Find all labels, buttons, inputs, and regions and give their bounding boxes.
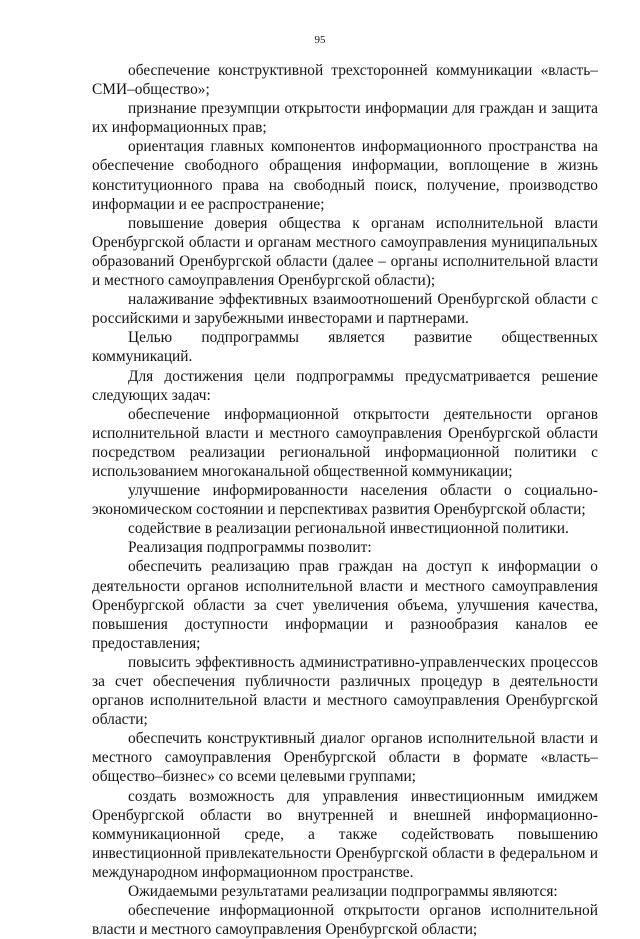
paragraph: повысить эффективность административно-управленческих процессов за счет обеспечения публичности различных процедур в деятельности органов исполнительной власти и местного самоуправления Оренбургской области; [92, 653, 598, 729]
document-body [92, 61, 598, 939]
paragraph: обеспечение информационной открытости органов исполнительной власти и местного самоуправления Оренбургской области; [92, 902, 598, 939]
paragraph: обеспечить конструктивный диалог органов исполнительной власти и местного самоуправления Оренбургской области в формате «власть–общество–бизнес» со всеми целевыми группами; [92, 730, 598, 786]
paragraph: обеспечение конструктивной трехсторонней коммуникации «власть–СМИ–общество»; [92, 62, 598, 99]
page-number: 95 [314, 34, 326, 46]
paragraph: Для достижения цели подпрограммы предусматривается решение следующих задач: [92, 367, 598, 404]
paragraph: налаживание эффективных взаимоотношений Оренбургской области с российскими и зарубежными инвесторами и партнерами. [92, 291, 598, 328]
paragraph: признание презумпции открытости информации для граждан и защита их информационных прав; [92, 100, 598, 137]
paragraph: содействие в реализации региональной инвестиционной политики. [128, 520, 569, 538]
paragraph: обеспечение информационной открытости деятельности органов исполнительной власти и местного самоуправления Оренбургской области посредством реализации региональной информационной политики с использованием многоканальной общественной коммуникации; [92, 405, 598, 480]
paragraph: обеспечить реализацию прав граждан на доступ к информации о деятельности органов исполнительной власти и местного самоуправления Оренбургской области за счет увеличения объема, улучшения качества, повышения доступности информации и разнообразия каналов ее предоставления; [92, 558, 598, 652]
paragraph: ориентация главных компонентов информационного пространства на обеспечение свободного обращения информации, воплощение в жизнь конституционного права на свободный поиск, получение, производство информации и ее распространение; [92, 138, 598, 213]
paragraph: создать возможность для управления инвестиционным имиджем Оренбургской области во внутренней и внешней информационно-коммуникационной среде, а также содействовать повышению инвестиционной привлекательности Оренбургской области в федеральном и международном информационном пространстве. [92, 787, 598, 881]
paragraph: повышение доверия общества к органам исполнительной власти Оренбургской области и органам местного самоуправления муниципальных образований Оренбургской области (далее – органы исполнительной власти и местного самоуправления Оренбургской области); [92, 214, 598, 290]
paragraph: Ожидаемыми результатами реализации подпрограммы являются: [128, 883, 558, 901]
paragraph: Реализация подпрограммы позволит: [128, 539, 372, 557]
paragraph: Целью подпрограммы является развитие общественных коммуникаций. [92, 329, 598, 366]
paragraph: улучшение информированности населения области о социально-экономическом состоянии и перспективах развития Оренбургской области; [92, 482, 598, 519]
